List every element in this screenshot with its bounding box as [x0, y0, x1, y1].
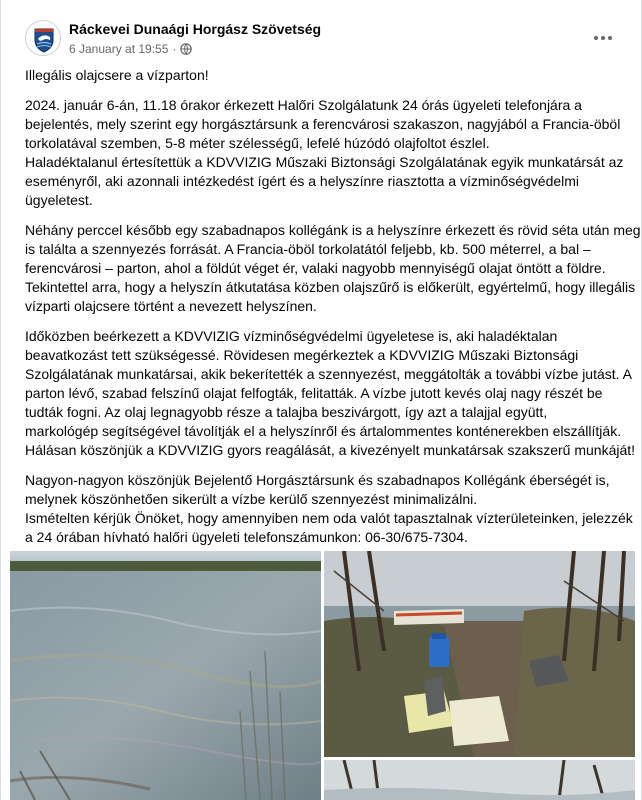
globe-icon[interactable] — [180, 43, 192, 55]
post-text-line: ügyeletest. — [25, 192, 93, 208]
post-text-line: Időközben beérkezett a KDVVIZIG vízminőségvédelmi ügyeletese is, aki haladéktalan — [25, 328, 558, 344]
photo-river-oil-slick[interactable] — [10, 551, 321, 800]
post-text-line: Haladéktalanul értesítettük a KDVVIZIG Műszaki Biztonsági Szolgálatának egyik munkatársát az — [25, 154, 624, 170]
river-photo-image — [10, 551, 321, 800]
shield-logo-icon — [26, 21, 61, 56]
page-avatar[interactable] — [25, 20, 61, 56]
more-options-icon[interactable] — [585, 20, 621, 56]
post-text-line: melynek köszönhetően sikerült a vízbe kerülő szennyezést minimalizálni. — [25, 491, 478, 507]
post-text-line: 2024. január 6-án, 11.18 órakor érkezett Halőri Szolgálatunk 24 órás ügyeleti telefonjára a — [25, 97, 582, 113]
photo-grid — [10, 551, 635, 800]
post-paragraph — [25, 327, 636, 460]
post-text-line: markológép segítségével távolítják el a helyszínről és ártalommentes konténerekben elszállítják. — [25, 423, 622, 439]
meta-separator: · — [172, 42, 177, 56]
photo-riverbank-oil-dump[interactable] — [324, 551, 635, 757]
post-paragraph — [25, 471, 633, 547]
post-text-line: is találta a szennyezés forrását. A Francia-öböl torkolatától feljebb, kb. 500 méterrel, a bal – — [25, 241, 591, 257]
riverbank-photo-image — [324, 551, 635, 757]
post-text-line: Nagyon-nagyon köszönjük Bejelentő Horgásztársunk és szabadnapos Kollégánk éberségét is, — [25, 472, 610, 488]
post-text-line: a 24 órában hívható halőri ügyeleti telefonszámunkon: 06-30/675-7304. — [25, 529, 468, 545]
post-text-line: tudták fogni. Az olaj legnagyobb része a talajba beszivárgott, így azt a talajjal együtt, — [25, 404, 548, 420]
post-text-line: Ismételten kérjük Önöket, hogy amennyiben nem oda valót tapasztalnak vízterületeinken, jelezzék — [25, 510, 633, 526]
post-meta — [69, 42, 192, 56]
post-timestamp[interactable]: 6 January at 19:55 — [69, 42, 169, 56]
post-text — [25, 66, 641, 588]
trees-photo-image — [324, 760, 635, 800]
post-text-line: eseményről, aki azonnali intézkedést ígért és a helyszínre riasztotta a vízminőségvédelmi — [25, 173, 580, 189]
post-text-line: Illegális olajcsere a vízparton! — [25, 67, 209, 83]
post-text-line: ferencvárosi – parton, ahol a földút véget ér, valaki nagyobb mennyiségű olajat öntött a földre. — [25, 260, 606, 276]
post-paragraph — [25, 221, 641, 316]
post-text-line: torkolatával szemben, 5-8 méter szélességű, lefelé húzódó olajfoltot észlel. — [25, 135, 490, 151]
photo-riverbank-trees[interactable] — [324, 760, 635, 800]
post-paragraph — [25, 96, 624, 210]
post-text-line: beavatkozást tett szükségessé. Rövidesen megérkeztek a KDVVIZIG Műszaki Biztonsági — [25, 347, 579, 363]
post-paragraph — [25, 66, 621, 85]
post-text-line: Néhány perccel később egy szabadnapos kollégánk is a helyszínre érkezett és rövid séta után meg — [25, 222, 641, 238]
post-text-line: vízparti olajcsere történt a nevezett helyszínen. — [25, 298, 317, 314]
post-text-line: parton lévő, szabad felszínű olajat felfogták, felitatták. A vízbe jutott kevés olaj nagy részét be — [25, 385, 603, 401]
page-name-link[interactable]: Ráckevei Dunaági Horgász Szövetség — [69, 21, 322, 37]
post-text-line: Tekintettel arra, hogy a helyszín átkutatása közben olajszűrő is előkerült, egyértelmű, hogy illegális — [25, 279, 636, 295]
post-header — [17, 16, 625, 60]
post-text-line: Hálásan köszönjük a KDVVIZIG gyors reagálását, a kivezényelt munkatársak szakszerű munkáját! — [25, 442, 636, 458]
post-text-line: bejelentés, mely szerint egy horgásztársunk a ferencvárosi szakaszon, nagyjából a Francia-öböl — [25, 116, 621, 132]
post-text-line: Szolgálatának munkatársai, akik bekerítették a szennyezést, meggátolták a további vízbe jutást. A — [25, 366, 633, 382]
